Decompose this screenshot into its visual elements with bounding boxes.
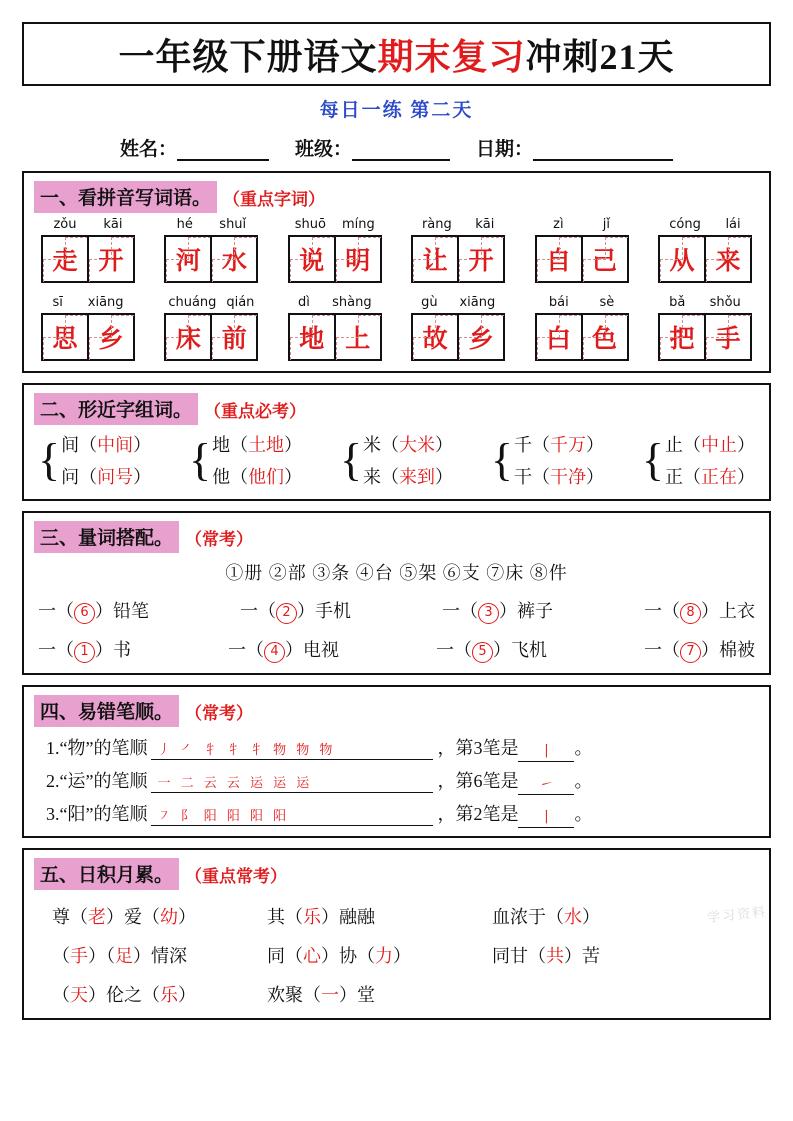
tianzige-pair[interactable] (288, 313, 382, 361)
page-subtitle: 每日一练 第二天 (319, 100, 474, 121)
similar-char-line: 地（土地） (212, 435, 303, 455)
similar-char-line: 问（问号） (61, 467, 152, 487)
stroke-order-answer: ㇇ 阝 阳 阳 阳 阳 (157, 809, 290, 824)
period: 。 (574, 771, 593, 791)
item-suffix: ）裤子 (499, 601, 553, 621)
answer-circle: 2 (276, 603, 297, 624)
pinyin-syllable: sè (599, 295, 615, 310)
idiom-answer: 一 (321, 985, 339, 1005)
pinyin-pair (534, 295, 630, 310)
tianzige-cell[interactable]: 水 (210, 237, 256, 281)
pinyin-pair (410, 295, 506, 310)
idiom-answer: 幼 (160, 907, 178, 927)
word-group (410, 217, 506, 283)
pinyin-syllable: ràng (421, 217, 452, 232)
word-group (657, 217, 753, 283)
idiom-part: ）伦之（ (88, 985, 160, 1005)
section-4-heading: 四、易错笔顺。 (34, 695, 179, 727)
stroke-answer-blank[interactable]: 丨 (518, 806, 574, 828)
similar-char-group (189, 431, 302, 489)
pinyin-syllable: hé (176, 217, 193, 232)
answer-circle: 1 (74, 642, 95, 663)
idiom-part: ） (178, 985, 196, 1005)
item-prefix: 一（ (38, 601, 74, 621)
section-4-note: （常考） (185, 703, 254, 723)
tianzige-cell[interactable]: 来 (704, 237, 750, 281)
tianzige-cell[interactable]: 把 (660, 315, 704, 359)
idiom-part: ）堂 (339, 985, 375, 1005)
measure-word-item[interactable] (228, 636, 339, 663)
idiom-answer: 力 (375, 946, 393, 966)
measure-word-item[interactable] (38, 597, 149, 624)
answer-word: 中止 (700, 435, 737, 455)
pinyin-syllable: xiāng (459, 295, 496, 310)
section-2-heading: 二、形近字组词。 (34, 393, 198, 425)
idiom-part: ） (178, 907, 196, 927)
idiom-answer: 天 (70, 985, 88, 1005)
idiom-answer: 乐 (303, 907, 321, 927)
word-group (410, 295, 506, 361)
idiom-part: 同（ (267, 946, 303, 966)
idiom-item (492, 903, 600, 929)
tianzige-pair[interactable] (535, 313, 629, 361)
measure-word-row-2 (34, 636, 759, 663)
student-info-line (22, 134, 771, 161)
pinyin-syllable: lái (725, 217, 741, 232)
pinyin-pair (410, 217, 506, 232)
idiom-item (52, 981, 267, 1007)
item-prefix: 一（ (644, 640, 680, 660)
tianzige-cell[interactable]: 说 (290, 237, 334, 281)
period: 。 (574, 804, 593, 824)
stroke-order-label: 2.“运”的笔顺 (46, 771, 148, 791)
similar-char-line: 正（正在） (664, 467, 755, 487)
period: 。 (574, 738, 593, 758)
stroke-order-blank[interactable] (151, 804, 433, 826)
idiom-row (34, 942, 759, 968)
section-idioms (22, 848, 771, 1020)
brace-icon: { (339, 434, 363, 485)
tianzige-pair[interactable] (411, 313, 505, 361)
idiom-part: （ (52, 946, 70, 966)
stroke-order-answer: 丿 ㇒ 牜 牜 牜 物 物 物 (157, 743, 336, 758)
section-3-heading: 三、量词搭配。 (34, 521, 179, 553)
stroke-order-blank[interactable] (151, 771, 433, 793)
idiom-part: 欢聚（ (267, 985, 321, 1005)
answer-circle: 8 (680, 603, 701, 624)
tianzige-cell[interactable]: 己 (581, 237, 627, 281)
tianzige-pair[interactable] (658, 313, 752, 361)
class-label: 班级： (294, 139, 352, 160)
section-5-heading: 五、日积月累。 (34, 858, 179, 890)
section-3-note: （常考） (185, 529, 254, 549)
brace-icon: { (188, 434, 212, 485)
pinyin-syllable: dì (297, 295, 310, 310)
idiom-answer: 足 (115, 946, 133, 966)
idiom-answer: 老 (88, 907, 106, 927)
pinyin-pair (534, 217, 630, 232)
tianzige-cell[interactable]: 走 (43, 237, 87, 281)
answer-word: 来到 (399, 467, 436, 487)
similar-char-group (491, 431, 604, 489)
pinyin-row-1 (34, 217, 759, 283)
stroke-order-item (34, 767, 759, 793)
stroke-question: ，第6笔是 (437, 771, 519, 791)
similar-char-line: 米（大米） (363, 435, 454, 455)
similar-char-group (642, 431, 755, 489)
idiom-part: ） (393, 946, 411, 966)
answer-word: 他们 (248, 467, 285, 487)
tianzige-cell[interactable]: 从 (660, 237, 704, 281)
idiom-part: ）协（ (321, 946, 375, 966)
tianzige-cell[interactable]: 开 (457, 237, 503, 281)
item-prefix: 一（ (38, 640, 74, 660)
word-group (287, 295, 383, 361)
item-suffix: ）书 (95, 640, 131, 660)
measure-word-item[interactable] (436, 636, 547, 663)
word-group (40, 217, 136, 283)
pinyin-syllable: cóng (669, 217, 701, 232)
answer-circle: 7 (680, 642, 701, 663)
stroke-order-item (34, 734, 759, 760)
pinyin-pair (287, 217, 383, 232)
idiom-item (267, 981, 492, 1007)
word-group (163, 295, 259, 361)
idiom-part: 尊（ (52, 907, 88, 927)
char: 地 (212, 435, 231, 455)
pinyin-syllable: gù (421, 295, 438, 310)
idiom-part: ）爱（ (106, 907, 160, 927)
char: 千 (514, 435, 532, 455)
pinyin-pair (657, 217, 753, 232)
tianzige-cell[interactable]: 开 (87, 237, 133, 281)
title-part-1: 一年级下册语文 (118, 36, 378, 77)
char: 问 (61, 467, 80, 487)
name-blank[interactable] (177, 143, 269, 161)
tianzige-cell[interactable]: 故 (413, 315, 457, 359)
idiom-item (267, 903, 492, 929)
word-group (534, 217, 630, 283)
pinyin-syllable: kāi (475, 217, 495, 232)
section-pinyin-writing (22, 171, 771, 373)
tianzige-pair[interactable] (658, 235, 752, 283)
tianzige-cell[interactable]: 白 (537, 315, 581, 359)
tianzige-pair[interactable] (164, 235, 258, 283)
pinyin-syllable: kāi (103, 217, 123, 232)
tianzige-pair[interactable] (164, 313, 258, 361)
answer-word: 千万 (550, 435, 586, 455)
answer-word: 大米 (399, 435, 436, 455)
page-title (118, 29, 674, 80)
pinyin-syllable: zǒu (53, 217, 77, 232)
idiom-answer: 水 (564, 907, 582, 927)
name-label: 姓名： (119, 139, 177, 160)
stroke-order-label: 3.“阳”的笔顺 (46, 804, 148, 824)
pinyin-syllable: bái (548, 295, 569, 310)
char: 来 (363, 467, 382, 487)
tianzige-pair[interactable] (41, 313, 135, 361)
section-3-header (34, 521, 759, 553)
idiom-item (52, 942, 267, 968)
title-part-red: 期末复习 (377, 36, 526, 77)
tianzige-cell[interactable]: 前 (210, 315, 256, 359)
idiom-item (52, 903, 267, 929)
tianzige-cell[interactable]: 乡 (457, 315, 503, 359)
idiom-part: 同甘（ (492, 946, 546, 966)
item-suffix: ）铅笔 (95, 601, 149, 621)
idiom-part: 其（ (267, 907, 303, 927)
pinyin-syllable: qián (226, 295, 255, 310)
pinyin-syllable: chuáng (168, 295, 217, 310)
idiom-row (34, 903, 759, 929)
item-prefix: 一（ (240, 601, 276, 621)
tianzige-cell[interactable]: 让 (413, 237, 457, 281)
tianzige-pair[interactable] (288, 235, 382, 283)
pinyin-syllable: shuō (294, 217, 326, 232)
item-suffix: ）上衣 (701, 601, 755, 621)
idiom-part: （ (52, 985, 70, 1005)
section-1-note: （重点字词） (223, 189, 326, 209)
item-prefix: 一（ (644, 601, 680, 621)
idiom-answer: 手 (70, 946, 88, 966)
similar-char-group (340, 431, 453, 489)
answer-word: 土地 (248, 435, 285, 455)
pinyin-pair (287, 295, 383, 310)
section-1-heading: 一、看拼音写词语。 (34, 181, 217, 213)
tianzige-cell[interactable]: 自 (537, 237, 581, 281)
char: 米 (363, 435, 382, 455)
tianzige-cell[interactable]: 明 (334, 237, 380, 281)
idiom-part: 血浓于（ (492, 907, 564, 927)
measure-word-item[interactable] (38, 636, 131, 663)
item-suffix: ）手机 (297, 601, 351, 621)
pinyin-pair (657, 295, 753, 310)
pinyin-pair (163, 295, 259, 310)
tianzige-pair[interactable] (41, 235, 135, 283)
tianzige-cell[interactable]: 地 (290, 315, 334, 359)
stroke-order-answer: 一 二 云 云 运 运 运 (157, 776, 313, 791)
char: 止 (664, 435, 683, 455)
section-5-note: （重点常考） (185, 866, 288, 886)
idiom-answer: 乐 (160, 985, 178, 1005)
similar-char-line: 来（来到） (363, 467, 454, 487)
similar-char-group (38, 431, 151, 489)
answer-word: 问号 (97, 467, 134, 487)
idiom-item (267, 942, 492, 968)
pinyin-syllable: shuǐ (219, 217, 247, 232)
similar-char-line: 干（干净） (514, 467, 604, 487)
date-label: 日期： (476, 139, 534, 160)
similar-char-line: 间（中间） (61, 435, 152, 455)
answer-circle: 6 (74, 603, 95, 624)
watermark: 学习资料 (706, 903, 768, 926)
word-group (657, 295, 753, 361)
brace-icon: { (38, 434, 61, 485)
item-suffix: ）飞机 (493, 640, 547, 660)
item-prefix: 一（ (442, 601, 478, 621)
stroke-question: ，第3笔是 (437, 738, 519, 758)
word-group (40, 295, 136, 361)
pinyin-syllable: xiāng (87, 295, 124, 310)
answer-word: 干净 (550, 467, 586, 487)
date-field[interactable] (476, 134, 673, 161)
similar-char-line: 止（中止） (664, 435, 755, 455)
tianzige-pair[interactable] (535, 235, 629, 283)
section-2-header (34, 393, 759, 425)
similar-char-line: 千（千万） (514, 435, 604, 455)
pinyin-syllable: shǒu (709, 295, 741, 310)
char: 间 (61, 435, 80, 455)
idiom-part: ）情深 (133, 946, 187, 966)
word-group (287, 217, 383, 283)
measure-word-item[interactable] (240, 597, 351, 624)
section-2-note: （重点必考） (204, 401, 307, 421)
pinyin-syllable: zì (553, 217, 564, 232)
stroke-answer-blank[interactable]: ㇀ (518, 773, 574, 795)
measure-word-item[interactable] (442, 597, 553, 624)
tianzige-cell[interactable]: 乡 (87, 315, 133, 359)
answer-word: 中间 (97, 435, 134, 455)
char: 干 (514, 467, 532, 487)
section-stroke-order (22, 685, 771, 838)
similar-char-line: 他（他们） (212, 467, 303, 487)
pinyin-pair (40, 217, 136, 232)
idiom-row (34, 981, 759, 1007)
measure-word-item[interactable] (644, 597, 755, 624)
section-4-header (34, 695, 759, 727)
brace-icon: { (490, 434, 513, 485)
char: 他 (212, 467, 231, 487)
tianzige-cell[interactable]: 床 (166, 315, 210, 359)
word-group (534, 295, 630, 361)
idiom-part: ）（ (88, 946, 115, 966)
brace-icon: { (641, 434, 664, 485)
date-blank[interactable] (533, 143, 673, 161)
pinyin-pair (163, 217, 259, 232)
section-measure-words (22, 511, 771, 675)
section-similar-characters (22, 383, 771, 501)
stroke-order-item (34, 800, 759, 826)
idiom-item (492, 942, 600, 968)
word-group (163, 217, 259, 283)
idiom-answer: 共 (546, 946, 564, 966)
tianzige-cell[interactable]: 手 (704, 315, 750, 359)
item-suffix: ）电视 (285, 640, 339, 660)
answer-circle: 3 (478, 603, 499, 624)
tianzige-cell[interactable]: 思 (43, 315, 87, 359)
section-1-header (34, 181, 759, 213)
pinyin-syllable: sī (52, 295, 63, 310)
stroke-answer-blank[interactable]: 丨 (518, 740, 574, 762)
item-suffix: ）棉被 (701, 640, 755, 660)
name-field[interactable] (120, 134, 269, 161)
char: 正 (664, 467, 683, 487)
tianzige-cell[interactable]: 色 (581, 315, 627, 359)
measure-word-item[interactable] (644, 636, 755, 663)
title-part-2: 冲刺21天 (525, 36, 675, 77)
idiom-part: ）融融 (321, 907, 375, 927)
measure-word-bank: ①册 ②部 ③条 ④台 ⑤架 ⑥支 ⑦床 ⑧件 (225, 563, 568, 583)
answer-circle: 4 (264, 642, 285, 663)
pinyin-syllable: shàng (332, 295, 372, 310)
stroke-order-blank[interactable] (151, 738, 433, 760)
measure-word-row-1 (34, 597, 759, 624)
class-blank[interactable] (352, 143, 450, 161)
similar-char-groups (34, 429, 759, 489)
tianzige-cell[interactable]: 上 (334, 315, 380, 359)
pinyin-syllable: jǐ (602, 217, 610, 232)
pinyin-syllable: bǎ (669, 295, 686, 310)
idiom-part: ） (582, 907, 600, 927)
idiom-part: ）苦 (564, 946, 600, 966)
stroke-question: ，第2笔是 (437, 804, 519, 824)
idiom-answer: 心 (303, 946, 321, 966)
pinyin-syllable: míng (342, 217, 375, 232)
item-prefix: 一（ (436, 640, 472, 660)
answer-circle: 5 (472, 642, 493, 663)
stroke-order-label: 1.“物”的笔顺 (46, 738, 148, 758)
pinyin-pair (40, 295, 136, 310)
tianzige-cell[interactable]: 河 (166, 237, 210, 281)
section-5-header (34, 858, 759, 890)
tianzige-pair[interactable] (411, 235, 505, 283)
item-prefix: 一（ (228, 640, 264, 660)
pinyin-row-2 (34, 295, 759, 361)
class-field[interactable] (295, 134, 450, 161)
title-box (22, 22, 771, 86)
answer-word: 正在 (700, 467, 737, 487)
